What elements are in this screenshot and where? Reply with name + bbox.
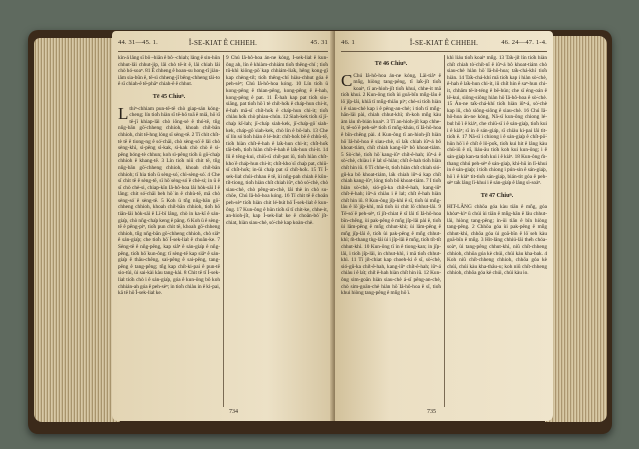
- left-page-number: 734: [229, 409, 238, 415]
- right-page-number: 735: [427, 409, 436, 415]
- left-column-1: [118, 55, 220, 410]
- right-header-rule: [341, 51, 547, 52]
- left-column-divider: [223, 55, 224, 407]
- left-header-title: Î-SE-KIAT Ê CHHEH.: [188, 39, 258, 47]
- dropcap-l: L: [118, 103, 129, 123]
- right-col2-text: khì liáu tio̍h koaiⁿ mn̂g. 13 Ta̍k-ji̍t lín tio̍h hiàn chi̍t chiah tò͘-chi̍t-nî ê iûⁿ-á bô khoat-tiám chò siau-chè hiàn hō͘ Iâ-hô-hoa; ta̍k-chá-khí tio̍h hiàn. 14 Ta̍k-chá-khí mā tio̍h kap i hiàn sò͘-chè, ê-hah ê la̍k-hun chi-it, iû chi̍t hin ê saⁿ-hun chi-it, chhâm tē-it-téng ê bē-hún; che sī éng-oán ê lē-kui, siông-siông hiàn hō͘ Iâ-hô-hoa ê sò͘-chè. 15 Án-ne ta̍k-chá-khí tio̍h hiàn iûⁿ-á, sò͘-chè kap iû, chò siông-siông ê siau-chè. 16 Chú Iâ-hô-hoa án-ne kóng, Nā-sī kun-ông chiong lé-bu̍t hō͘ i ê kiáⁿ, che chiū-sī i ê sán-gia̍p, tio̍h kui i ê kiáⁿ; sī in ê sán-gia̍p, sī chiàu ki-pai lâi tit-tio̍h ê. 17 Nā-sī i chiong i ê sán-gia̍p ê chi̍t-pō͘-hūn hō͘ i ê chi̍t ê lô͘-po̍k, tio̍h kui hit ê lâng kàu chū-iû ê nî, liáu-āu tio̍h koh kui kun-ông; i ê sán-gia̍p kan-ta tio̍h kui i ê kiáⁿ. 18 Kun-ông m̄-thang chhú peh-sèⁿ ê sán-gia̍p, khi-hū in lī-khui in ê sán-gia̍p; i tio̍h chiong i pún-sin ê sán-gia̍p, hō͘ i ê kiáⁿ tit-tio̍h sán-gia̍p, bián-tit góa ê peh-sèⁿ ta̍k lâng lī-khui i ê sán-gia̍p ê lâng sì-soàⁿ.: [447, 55, 547, 187]
- left-header-reference: 44. 31—45. 1.: [118, 39, 158, 46]
- chapter-heading-47: Tē 47 Chiuⁿ.: [480, 191, 514, 199]
- right-col1-paragraph: [341, 70, 441, 297]
- left-header-rule: [118, 51, 328, 52]
- right-column-2: [447, 55, 547, 410]
- left-col1-text: kìn-á lâng sī bô·-hiān ê bô·-chiah; lâng ê sin-hūn chhut-lâi chhut-jip, lâi chò tē-it ê, lâi chiah lâi chò hó-soaⁿ. 81 Ê chheng ê hoan-su hong-tî jiàn-iâm sia-bûn ê, tē-sì chheng-jî bêng-chheng tāi-to ê sī chiah-ê tē-phāⁿ chiah-ê ê chhut.: [118, 55, 220, 88]
- left-header-reference-end: 45. 31: [310, 39, 328, 46]
- dropcap-c: C: [341, 70, 353, 90]
- left-page-edges: [34, 38, 120, 422]
- left-col2-text: 9 Chú Iâ-hô-hoa án-ne kóng, Í-sek-lia̍t ê kun-ông ah, lín ê khiàm-chhiám tio̍h thêng-chí ; tio̍h tû-khì kiông-pō͘ kap chhiám-lia̍k, hêng kong-gī kap chèng-ti̍t; tio̍h thêng-chí hiàu-chhut góa ê peh-sèⁿ; Chú Iâ-hô-hoa kóng. 10 Lín tio̍h ū kong-pêng ê thian-pêng, kong-pêng ê ê-hah, kong-pêng ê pat. 11 Ê-hah kap pat tio̍h sio-siāng, pat tio̍h hō͘ i tè chi̍t-ho̍k ê cha̍p-hun chi-it, ê-hah mā-sī chi̍t-ho̍k ê cha̍p-hun chi-it; tio̍h chiàu ho̍k chò phiau-chún. 12 Siah-kek tio̍h sī jī-cha̍p kî-lah; jī-cha̍p siah-kek, jī-cha̍p-gō͘ siah-kek, cha̍p-gō͘ siah-kek, chò lín ê bô-lah. 13 Che sī lín só͘ tio̍h hiàn ê lé-bu̍t: chi̍t-ho̍k bē ê chhù-tē, tio̍h hiàn chi̍t-ê-hah ê la̍k-hun chi-it; chi̍t-ho̍k tāi-be̍h, tio̍h hiàn chi̍t-ê-hah ê la̍k-hun chi-it. 14 Iû ê tēng-kui, chiū-sī chi̍t-pat iû, tio̍h hiàn chi̍t-kho͘ ê cha̍p-hun chi-it; chi̍t-kho͘ sī cha̍p pat, chiū-sī chi̍t-ho̍k; in-ūi cha̍p pat sī chi̍t-ho̍k. 15 Tī Í-sek-lia̍t chúi-chhau ê tē, ùi nn̄g-pah chiah ê kûn-ti̍t-tiong, tio̍h hiàn chi̍t chiah iûⁿ, chò só͘-chè, chò siau-chè, chò pêng-an-chè, lâi thè in chò su-chōe, Chú Iâ-hô-hoa kóng. 16 Tī chit tē ê choân peh-sèⁿ tio̍h hiàn chit lé-bu̍t hō͘ Í-sek-lia̍t ê kun-ông. 17 Kun-ông ê hūn tio̍h sī tī chit-ke, chhe-it, an-hioh-ji̍t, kap Í-sek-lia̍t ke ê choân-bó͘ ji̍t-chiat, hiàn siau-chè, só͘-chè kap koàn-chè.: [226, 55, 328, 226]
- left-col1-paragraph: [118, 103, 220, 297]
- right-header-title: Î-SE-KIAT Ê CHHEH.: [409, 39, 479, 47]
- right-col2-paragraph: HIT-LÂNG chhōa góa kàu tiān ê mn̂g, góa khòaⁿ-kìⁿ ū chúi ùi tiān ê mn̂g-hān ē lâu chhut-lâi, hiòng tang-pêng; in-ūi tiān ê bīn hiòng tang-pêng. 2 Chhōa góa ùi pak-pêng ê mn̂g chhut-khì, chhōa góa ùi goā-bīn ê lō͘ seh kàu goā-bīn ê mn̂g. 3 Hit-lâng chhiú-lāi the̍h chóa-soàⁿ, ùi tang-pêng chhut-khì, niû chi̍t-chheng chhioh, chhōa góa kè chúi, chúi kàu kha-bak. 4 Koh niû chi̍t-chheng chhioh, chhōa góa kè chúi, chúi kàu kha-thâu-u; koh niû chi̍t-chheng chhioh, chhōa góa kè chúi, chúi kàu io.: [447, 204, 547, 277]
- right-column-1: [341, 55, 441, 410]
- left-page: [112, 31, 334, 421]
- right-running-header: [341, 39, 547, 51]
- right-page-edges: [545, 36, 607, 422]
- right-column-divider: [444, 55, 445, 407]
- left-running-header: [118, 39, 328, 51]
- chapter-heading-46: Tē 46 Chiuⁿ.: [374, 60, 408, 67]
- left-col1-paragraph-text: thiⁿ-chhiam pun-tē-tē chò giap-sán kóng-cheng; lín tio̍h hiàn sî tē-hō toā ê miâ, hō͘ sî tē-jī khiap-lāi chò iōng-sè ê thó͘-tē, tn̂g nn̄g-bān gō͘-chheng chhioh, khoah chi̍t-bān chhioh, chit tē-hng lóng sī sèng-tē. 2 Tī chit chi̍t-tè tē ê tiong-ng ê só͘-chāi, chò sèng-só͘ ê lâi chò sèng-khì, sì-pêng sì-kak, sì-kak chò chò ê sì-pêng bóng-tè chhun; koh sì-pêng tio̍h ū gō͘-cha̍p chhioh ê khang-tē. 3 Lín tio̍h niû chit tē, tn̂g nn̄g-bān gō͘-chheng chhioh, khoah chi̍t-bān chhioh; tī hia tio̍h ū sèng-só͘, chì-sèng-só͘. 4 Che sī chit tē ê sèng-tē, sī hō͘ sèng-só͘ ê chè-si; in ū ê sī chò chè-si, chiap-kīn Iâ-hô-hoa lâi hòk-sāi I ê lâng; chit só͘-chāi beh hō͘ in ê chhù-tē, mā chò sèng-só͘ ê sèng-tē. 5 Koh ū tn̂g nn̄g-bān gō͘-chheng chhioh, khoah chi̍t-bān chhioh, tio̍h hō͘ tiān-lāi hòk-sāi ê Lī-bī lâng, chò in ka-kī ê sán-gia̍p, chò nn̄g-cha̍p keng ê pâng. 6 Koh ū ê sèng-tē ê pêng-piⁿ, tio̍h pun chit tē, khoah gō͘-chheng chhioh, tn̂g nn̄g-bān gō͘-chheng chhioh, chò siâⁿ ê sán-gia̍p; che tio̍h hō͘ Í-sek-lia̍t ê choân-ke. 7 Sèng-tē ê nn̄g-pêng, kap siâⁿ ê sán-gia̍p ê nn̄g-pêng, tio̍h hō͘ kun-ông; tī sèng-tē kap siâⁿ ê sán-gia̍p ê thâu-chêng, sai-pêng ê sai-pêng, tang-pêng ê tang-pêng; tn̂g kap chi̍t-ki-pai ê pun-tē sio-tùi, ùi sai-kài kàu tang-kài. 8 Chit tē tī Í-sek-lia̍t tio̍h chò i ê sán-gia̍p, góa ê kun-ông bô koh chhián-ah góa ê peh-sèⁿ; in tio̍h chiàu in ê ki-pai, kā tē hō͘ Í-sek-lia̍t ke.: [118, 105, 220, 297]
- chapter-heading-45: Tē 45 Chiuⁿ.: [152, 92, 186, 100]
- right-col1-text: Chú Iâ-hô-hoa án-ne kóng, Lāi-tiâⁿ ê mn̂g, hiòng tang-pêng, tī la̍k-ji̍t tio̍h koaiⁿ, tī an-hioh-ji̍t tio̍h khui, chhe-it mā tio̍h khui. 2 Kun-ông tio̍h ùi goā-bīn mn̂g-lâu ê lō͘ ji̍p-lâi, khiā tī mn̂g-thiāu piⁿ; chè-si tio̍h hiàn i ê siau-chè kap i ê pêng-an-chè; i tio̍h tī mn̂g-hān-lāi pài, chiah chhut-khì; m̄-koh mn̂g kàu àm iáu m̄-bián koaiⁿ. 3 Tī an-hioh-ji̍t kap chhe-it, tē-só͘ ê peh-sèⁿ tio̍h tī mn̂g-kháu, tī Iâ-hô-hoa ê bīn-chêng pài. 4 Kun-ông tī an-hioh-ji̍t hiàn hō͘ Iâ-hô-hoa ê siau-chè, sī la̍k chiah iûⁿ-á bô khoat-tiám, chi̍t chiah kang-iûⁿ bô khoat-tiám. 5 Sò͘-chè, tio̍h hō͘ kang-iûⁿ chi̍t-ê-hah; iûⁿ-á ê sò͘-chè, chiàu i ê la̍t sî-hiàn; chi̍t ê-hah tio̍h hiàn chi̍t hin iû. 6 Tī chhe-it, tio̍h hiàn chi̍t chiah sió-gû-ka bô khoat-tiám, la̍k chiah iûⁿ-á kap chi̍t chiah kang-iûⁿ, lóng tio̍h bô khoat-tiám. 7 I tio̍h hiàn sò͘-chè, sió-gû-ka chi̍t-ê-hah, kang-iûⁿ chi̍t-ê-hah; iûⁿ-á chiàu i ê la̍t; chi̍t ê-hah hiàn chi̍t hin iû. 8 Kun-ông ji̍p-khì ê sî, tio̍h ùi mn̂g-lâu ê lō͘ ji̍p-khì, mā tio̍h ùi chit lō͘ chhut-lâi. 9 Tē-só͘ ê peh-sèⁿ, tī ji̍t-chiat ê sî lâi tī Iâ-hô-hoa bīn-chêng, ùi pak-pêng ê mn̂g ji̍p-lâi pài ê, tio̍h ùi lâm-pêng ê mn̂g chhut-khì; ùi lâm-pêng ê mn̂g ji̍p-lâi ê, tio̍h ùi pak-pêng ê mn̂g chhut-khì; m̄-thang tǹg-lâi ùi i ji̍p-lâi ê mn̂g, tio̍h ti̍t-ti̍t chhut-khì. 10 Kun-ông tī in ê tiong-kan; in ji̍p-lâi, i tio̍h ji̍p-lâi, in chhut-khì, i mā tio̍h chhut-khì. 11 Tī ji̍t-chiat kap choeh-ki ê sî, sò͘-chè, sió-gû-ka chi̍t-ê-hah, kang-iûⁿ chi̍t-ê-hah; iûⁿ-á chiàu i ê la̍t; chi̍t ê-hah hiàn chi̍t hin iû. 12 Kun-ông sim-goān hiàn siau-chè á-sī pêng-an-chè, chò sim-goān-chè hiàn hō͘ Iâ-hô-hoa ê sî, tio̍h khui hiòng tang-pêng ê mn̂g hō͘ i.: [341, 72, 441, 297]
- right-header-reference-end: 46. 24—47. 1-4.: [501, 39, 547, 46]
- right-page: [335, 31, 553, 421]
- left-column-2: [226, 55, 328, 410]
- right-header-reference: 46. 1: [341, 39, 355, 46]
